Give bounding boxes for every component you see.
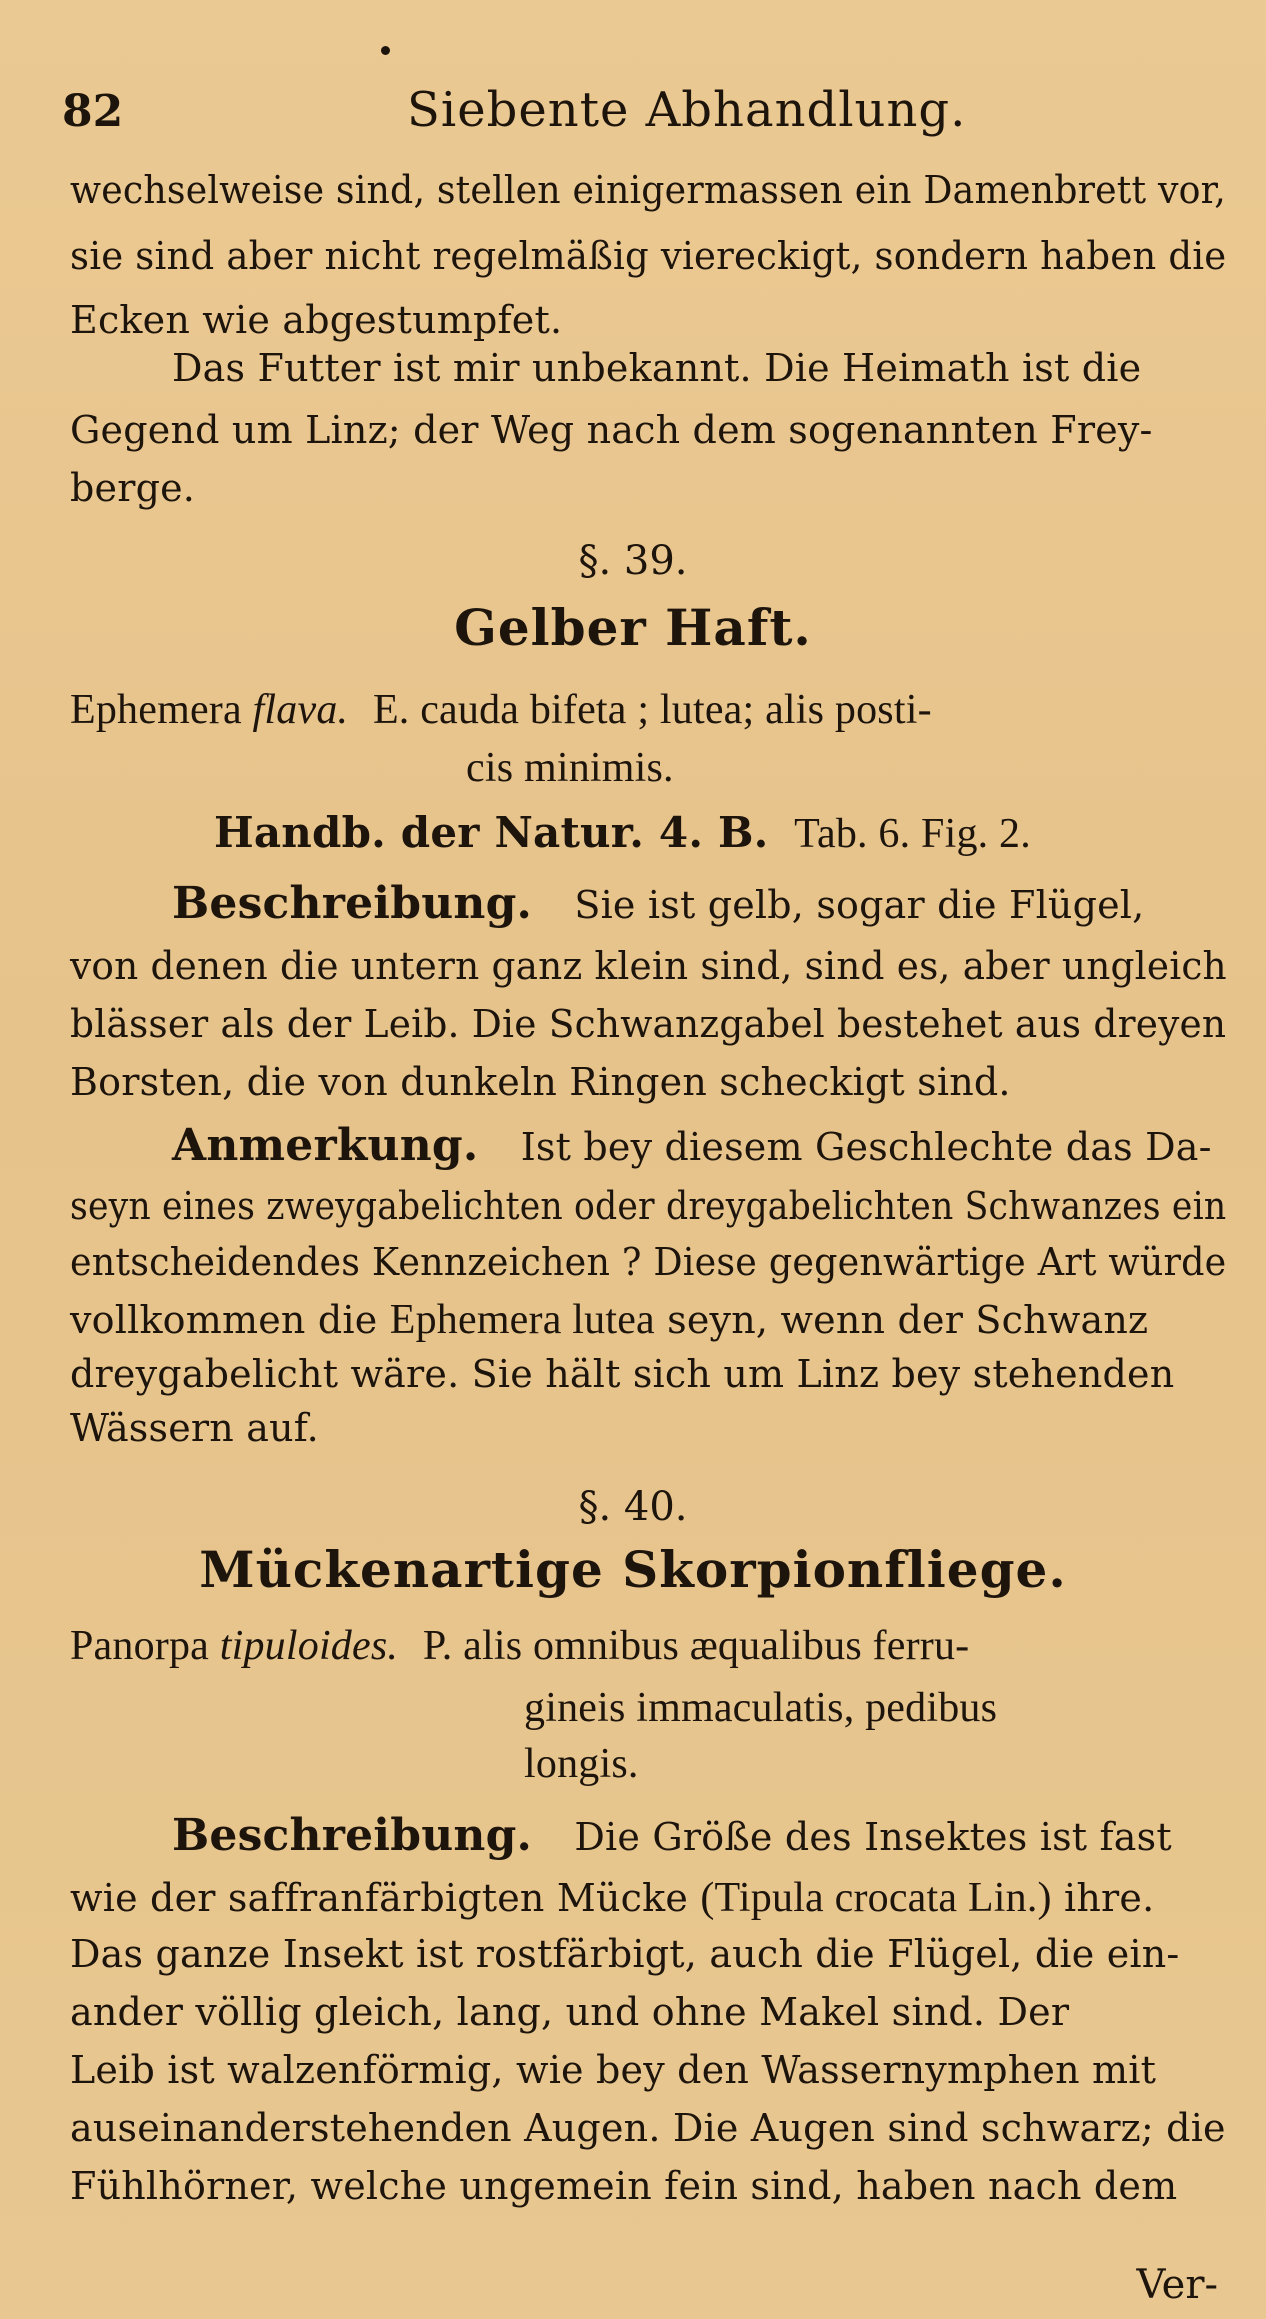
latin-name: Ephemera lutea bbox=[389, 1297, 655, 1343]
section-40-latin-line-1 bbox=[70, 1622, 969, 1670]
section-40-description-line-1: Beschreibung. Die Größe des Insektes ist fast bbox=[172, 1810, 1172, 1861]
genus-name: Panorpa bbox=[70, 1623, 210, 1669]
section-40-title: Mückenartige Skorpionfliege. bbox=[199, 1540, 1067, 1599]
section-39-description-line-3: blässer als der Leib. Die Schwanzgabel bestehet aus dreyen bbox=[70, 1002, 1227, 1046]
note-label: Anmerkung. bbox=[172, 1120, 479, 1171]
reference-text: Handb. der Natur. 4. B. bbox=[214, 808, 769, 857]
page-header bbox=[62, 82, 1222, 144]
catchword: Ver- bbox=[1136, 2262, 1218, 2308]
section-40-description-line-4: ander völlig gleich, lang, und ohne Makel sind. Der bbox=[70, 1990, 1070, 2034]
section-39-note-line-4: vollkommen die Ephemera lutea seyn, wenn der Schwanz bbox=[70, 1297, 1149, 1343]
intro-line-2: sie sind aber nicht regelmäßig viereckigt, sondern haben die bbox=[70, 234, 1227, 278]
page-number: 82 bbox=[62, 86, 124, 137]
section-40-description-line-7: Fühlhörner, welche ungemein fein sind, haben nach dem bbox=[70, 2164, 1178, 2208]
diagnosis: P. alis omnibus æqualibus ferru- bbox=[422, 1623, 970, 1669]
species-name: tipuloides. bbox=[219, 1623, 399, 1669]
section-40-description-line-3: Das ganze Insekt ist rostfärbigt, auch die Flügel, die ein- bbox=[70, 1932, 1180, 1976]
section-39-note-line-1: Anmerkung. Ist bey diesem Geschlechte das Da- bbox=[172, 1120, 1212, 1171]
running-title: Siebente Abhandlung. bbox=[407, 82, 967, 138]
section-39-reference bbox=[214, 808, 1031, 858]
intro-line-3: Ecken wie abgestumpfet. bbox=[70, 298, 563, 342]
diagnosis: E. cauda bifeta ; lutea; alis posti- bbox=[372, 687, 932, 733]
section-39-note-line-6: Wässern auf. bbox=[70, 1406, 319, 1450]
intro-line-1: wechselweise sind, stellen einigermassen ein Damenbrett vor, bbox=[70, 168, 1226, 212]
section-40-description-line-6: auseinanderstehenden Augen. Die Augen sind schwarz; die bbox=[70, 2106, 1226, 2150]
section-39-title: Gelber Haft. bbox=[454, 598, 812, 657]
section-40-description-line-5: Leib ist walzenförmig, wie bey den Wassernymphen mit bbox=[70, 2048, 1157, 2092]
section-40-latin-line-2: gineis immaculatis, pedibus bbox=[524, 1685, 998, 1731]
genus-name: Ephemera bbox=[70, 687, 242, 733]
species-name: flava. bbox=[252, 687, 349, 733]
section-39-description-line-1: Beschreibung. Sie ist gelb, sogar die Flügel, bbox=[172, 878, 1145, 929]
section-40-latin-line-3: longis. bbox=[524, 1741, 639, 1787]
section-39-note-line-2: seyn eines zweygabelichten oder dreygabelichten Schwanzes ein bbox=[70, 1184, 1227, 1228]
section-40-description-line-2: wie der saffranfärbigten Mücke (Tipula crocata Lin.) ihre. bbox=[70, 1875, 1155, 1921]
latin-name: (Tipula crocata Lin.) bbox=[700, 1875, 1052, 1921]
section-40-number: §. 40. bbox=[578, 1484, 688, 1530]
intro-line-6: berge. bbox=[70, 466, 196, 510]
description-label: Beschreibung. bbox=[172, 878, 533, 929]
section-39-latin-line-2: cis minimis. bbox=[466, 745, 674, 791]
section-39-latin-line-1 bbox=[70, 686, 932, 734]
section-39-note-line-5: dreygabelicht wäre. Sie hält sich um Linz bey stehenden bbox=[70, 1352, 1175, 1396]
ink-dot bbox=[381, 46, 390, 55]
intro-line-5: Gegend um Linz; der Weg nach dem sogenannten Frey- bbox=[70, 408, 1153, 452]
section-39-number: §. 39. bbox=[578, 538, 688, 584]
reference-tab: Tab. 6. Fig. 2. bbox=[794, 811, 1031, 857]
section-39-description-line-2: von denen die untern ganz klein sind, sind es, aber ungleich bbox=[70, 944, 1227, 988]
description-label: Beschreibung. bbox=[172, 1810, 533, 1861]
intro-line-4: Das Futter ist mir unbekannt. Die Heimath ist die bbox=[172, 346, 1142, 390]
section-39-note-line-3: entscheidendes Kennzeichen ? Diese gegenwärtige Art würde bbox=[70, 1240, 1227, 1284]
section-39-description-line-4: Borsten, die von dunkeln Ringen scheckigt sind. bbox=[70, 1060, 1011, 1104]
